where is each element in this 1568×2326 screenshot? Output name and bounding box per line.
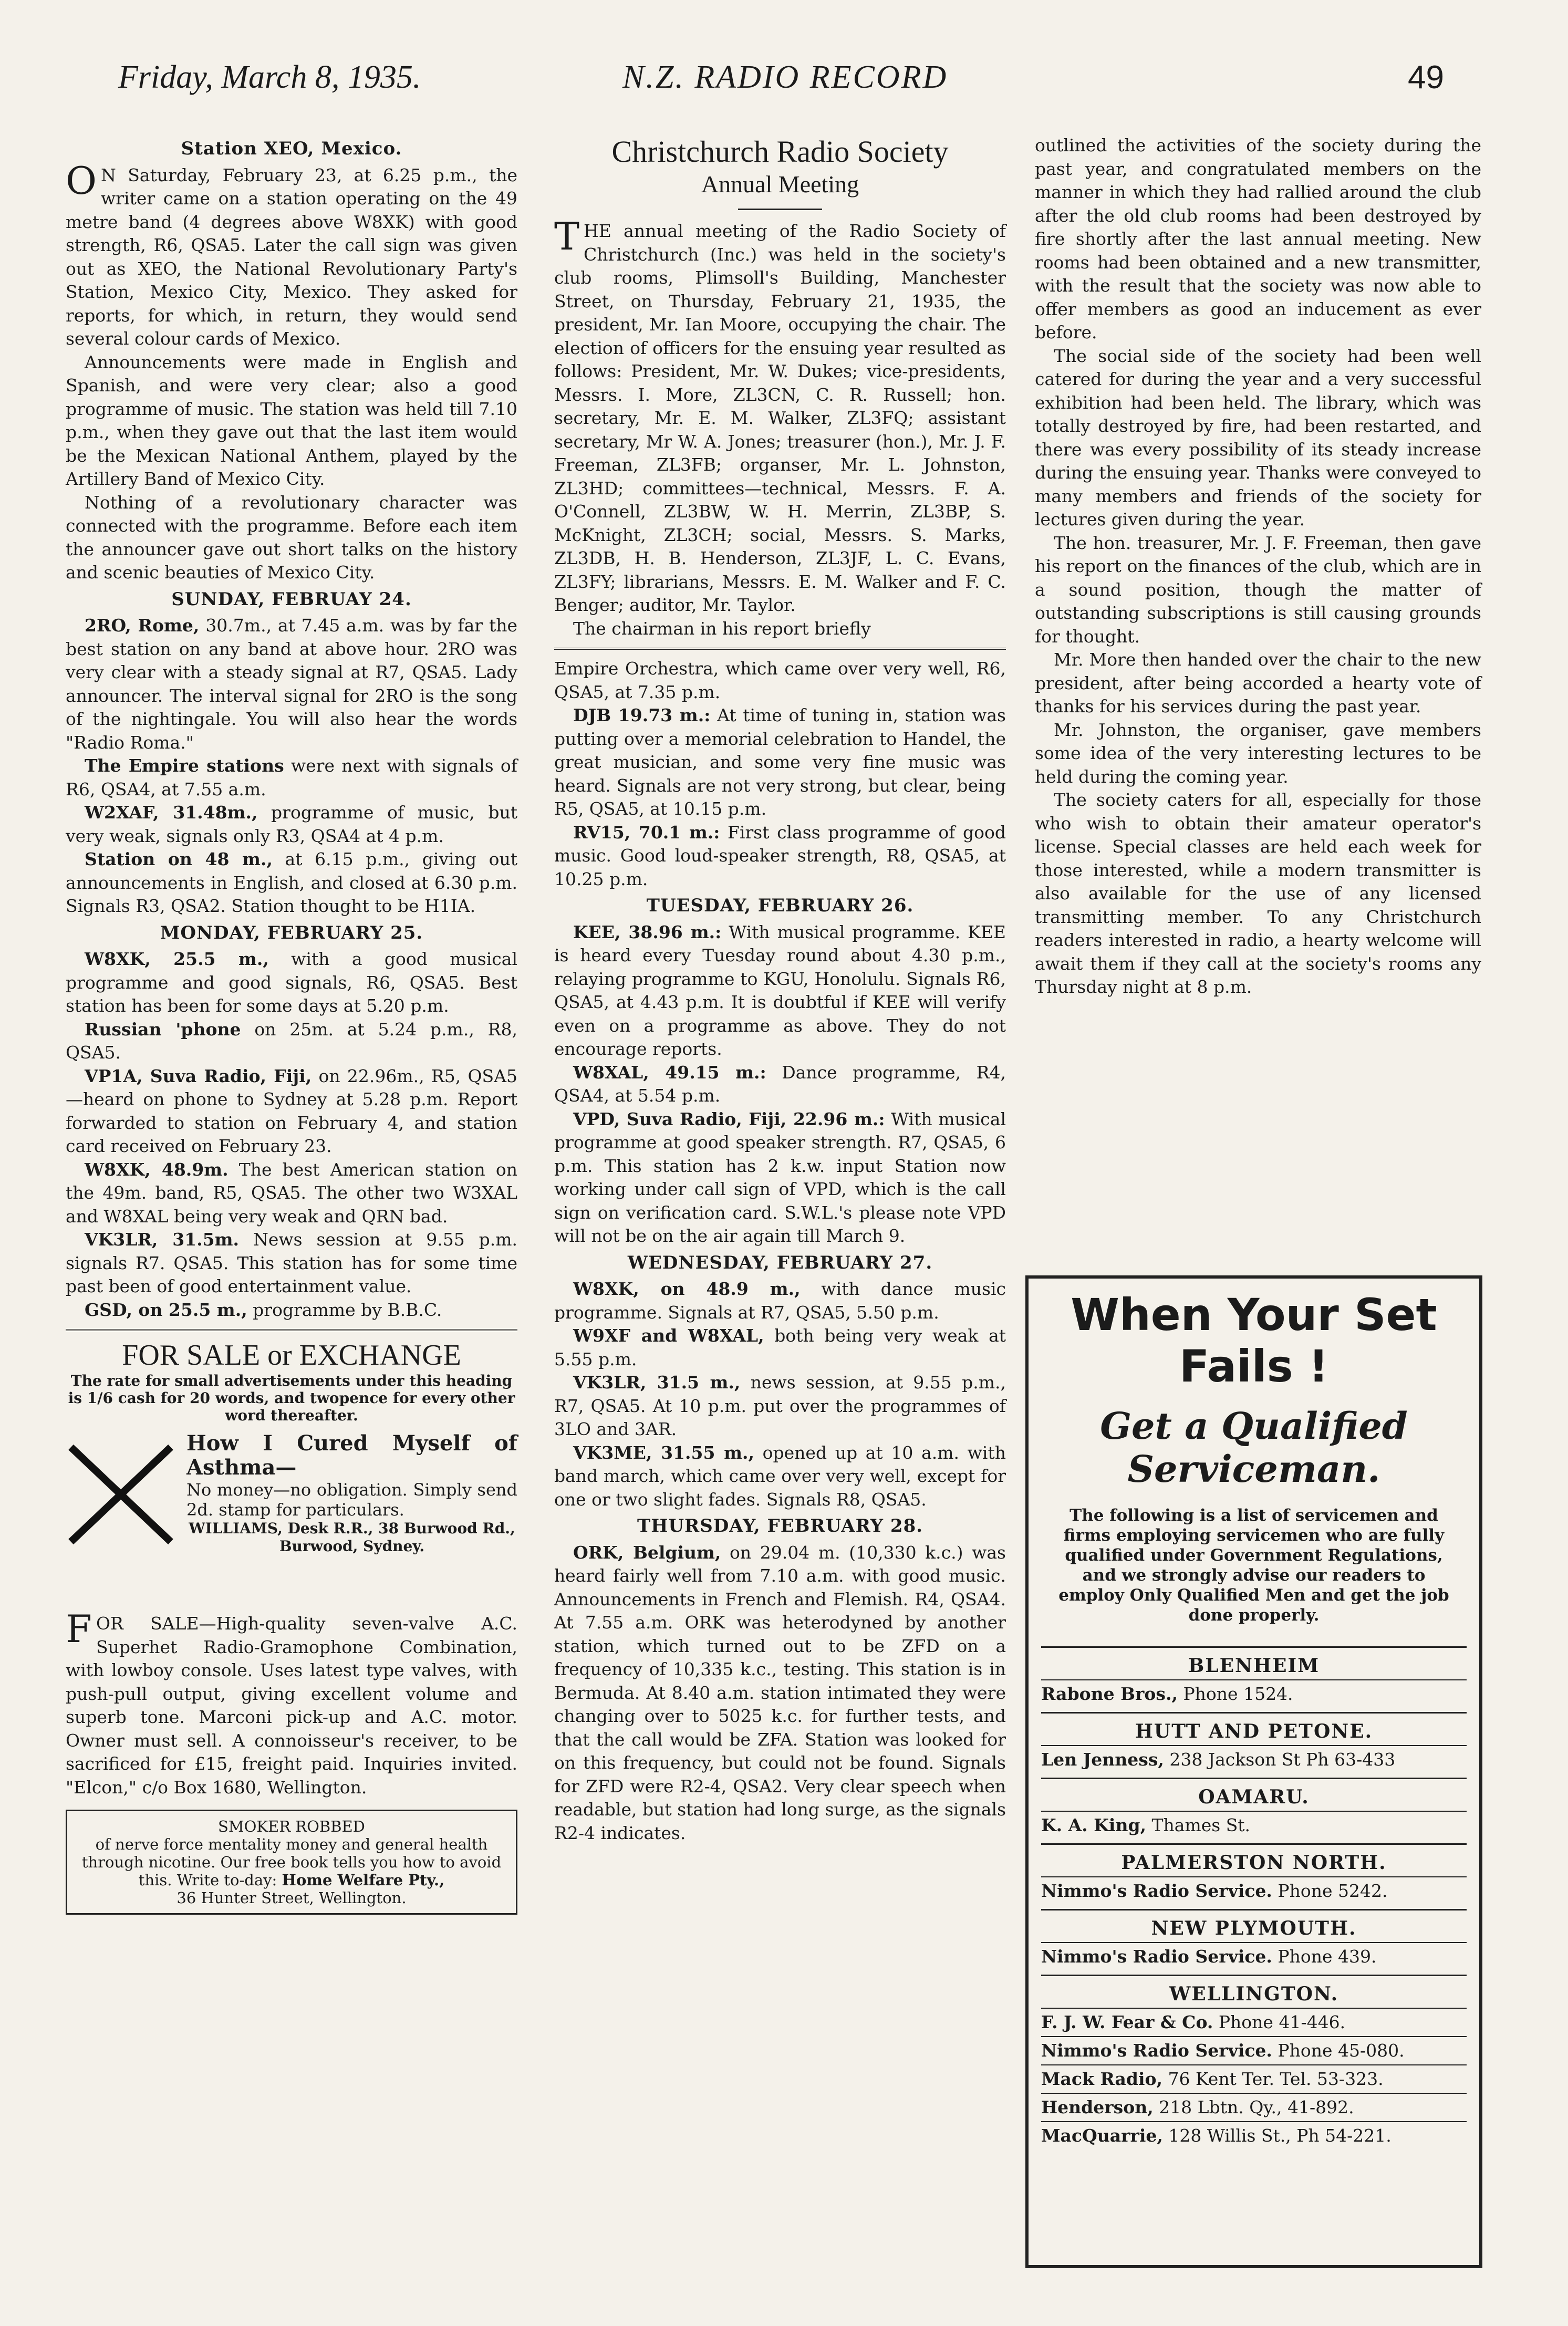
town-heading: NEW PLYMOUTH. xyxy=(1041,1909,1467,1942)
log-entry: W8XK, 25.5 m., with a good musical programme and good signals, R6, QSA5. Best station has been for some days at 5.20 p.m. xyxy=(66,949,518,1016)
log-entry: W8XK, 48.9m. The best American station on the 49m. band, R5, QSA5. The other two W3XAL and W8XAL being very weak and QRN bad. xyxy=(66,1159,517,1227)
divider xyxy=(554,648,1006,650)
page-header xyxy=(0,59,1568,111)
firm-detail: Phone 1524. xyxy=(1177,1684,1293,1704)
firm-name: Nimmo's Radio Service. xyxy=(1041,1881,1272,1901)
classifieds-rate: The rate for small advertisements under this heading is 1/6 cash for 20 words, and twopence for every other word thereafter. xyxy=(68,1372,515,1424)
log-entry: ORK, Belgium, on 29.04 m. (10,330 k.c.) was heard fairly well from 7.10 a.m. with good music. Announcements in French and Flemish. R4, QSA4. At 7.55 a.m. ORK was heterodyned by another station, which turned out to be ZFD on a frequency of 10,335 k.c., testing. This station is in Bermuda. At 8.40 a.m. station intimated they were changing over to 5025 k.c. for further tests, and that the call would be ZFA. Station was looked for on this frequency, but could not be found. Signals for ZFD were R2-4, QSA2. Very clear speech when readable, but station had long surge, as the signals R2-4 indicates. xyxy=(554,1542,1006,1843)
town-heading: PALMERSTON NORTH. xyxy=(1041,1843,1467,1876)
log-entry: KEE, 38.96 m.: With musical programme. KEE is heard every Tuesday round about 4.30 p.m., relaying programme to KGU, Honolulu. Signals R6, QSA5, at 4.43 p.m. It is doubtful if KEE will verify even on a programme as above. They do not encourage reports. xyxy=(554,921,1006,1059)
asthma-body: No money—no obligation. Simply send 2d. stamp for particulars. xyxy=(186,1480,517,1520)
day-heading: MONDAY, FEBRUARY 25. xyxy=(160,922,423,943)
paragraph: Nothing of a revolutionary character was connected with the programme. Before each item the announcer gave out short talks on the history and scenic beauties of Mexico City. xyxy=(66,492,517,583)
log-entry: DJB 19.73 m.: At time of tuning in, station was putting over a memorial celebration to Handel, the great musician, and some very fine music was heard. Signals are not very strong, but clear, being R5, QSA5, at 10.15 p.m. xyxy=(554,705,1006,819)
firm-detail: Thames St. xyxy=(1146,1815,1251,1835)
paragraph: THE annual meeting of the Radio Society of Christchurch (Inc.) was held in the society's club rooms, Plimsoll's Building, Manchester Street, on Thursday, February 21, 1935, the president, Mr. Ian Moore, occupying the chair. The election of officers for the ensuing year resulted as follows: President, Mr. W. Dukes; vice-presidents, Messrs. I. More, ZL3CN, C. R. Russell; hon. secretary, Mr. E. M. Walker, ZL3FQ; assistant secretary, Mr W. A. Jones; treasurer (hon.), Mr. J. F. Freeman, ZL3FB; organser, Mr. L. Johnston, ZL3HD; committees—technical, Messrs. F. A. O'Connell, ZL3BW, W. H. Merrin, ZL3BP, S. McKnight, ZL3CH; social, Messrs. S. Marks, ZL3DB, H. B. Henderson, ZL3JF, L. C. Evans, ZL3FY; librarians, Messrs. E. M. Walker and F. C. Benger; auditor, Mr. Taylor. xyxy=(554,214,1006,615)
log-entry: The Empire stations were next with signals of R6, QSA4, at 7.55 a.m. xyxy=(66,755,517,799)
paragraph: Mr. More then handed over the chair to the new president, after being accorded a hearty vote of thanks for his services during the past year. xyxy=(1035,649,1481,717)
firm-detail: Phone 5242. xyxy=(1272,1881,1388,1901)
asthma-title: How I Cured Myself of Asthma— xyxy=(186,1431,517,1480)
publication-title: N.Z. RADIO RECORD xyxy=(622,59,948,95)
log-entry: VK3ME, 31.55 m., opened up at 10 a.m. with band march, which came over very well, except for one or two slight fades. Signals R8, QSA5. xyxy=(554,1442,1006,1510)
firm-detail: 128 Willis St., Ph 54-221. xyxy=(1162,2125,1392,2146)
firm-name: MacQuarrie, xyxy=(1041,2125,1163,2146)
firm-name: Henderson, xyxy=(1041,2097,1154,2117)
column-left xyxy=(66,134,517,1915)
day-heading: WEDNESDAY, FEBRUARY 27. xyxy=(627,1252,933,1273)
article-subtitle: Annual Meeting xyxy=(701,171,859,198)
column-middle xyxy=(554,134,1006,1845)
ad-headline: When Your Set Fails ! xyxy=(1071,1289,1437,1392)
smoker-body: of nerve force mentality money and general health through nicotine. Our free book tells you how to avoid this. Write to-day: Home Welfare Pty., xyxy=(81,1835,502,1889)
firm-detail: Phone 45-080. xyxy=(1272,2040,1405,2061)
log-entry: W8XAL, 49.15 m.: Dance programme, R4, QSA4, at 5.54 p.m. xyxy=(554,1062,1006,1106)
firm-detail: 218 Lbtn. Qy., 41-892. xyxy=(1153,2097,1354,2117)
classifieds-heading: FOR SALE or EXCHANGE xyxy=(122,1339,461,1372)
log-entry: VK3LR, 31.5m. News session at 9.55 p.m. signals R7. QSA5. This station has for some time past been of good entertainment value. xyxy=(66,1229,517,1296)
asthma-ad xyxy=(66,1431,517,1605)
log-entry: Station on 48 m., at 6.15 p.m., giving out announcements in English, and closed at 6.30 p.m. Signals R3, QSA2. Station thought to be H1IA. xyxy=(66,849,517,916)
serviceman-entry xyxy=(1041,1811,1467,1839)
column-right xyxy=(1035,134,1481,999)
issue-date: Friday, March 8, 1935. xyxy=(118,59,421,95)
paragraph: The social side of the society had been well catered for during the year and a very successful exhibition had been held. The library, which was totally destroyed by fire, had been restarted, and there was every possibility of its steady increase during the ensuing year. Thanks were conveyed to many members and friends of the society for lectures given during the year. xyxy=(1035,345,1481,529)
cross-mark-icon xyxy=(66,1442,176,1547)
page-number: 49 xyxy=(1408,59,1444,96)
day-heading: SUNDAY, FEBRUAY 24. xyxy=(171,588,412,610)
firm-detail: Phone 439. xyxy=(1272,1946,1377,1967)
log-entry: GSD, on 25.5 m., programme by B.B.C. xyxy=(85,1299,442,1320)
firm-name: Nimmo's Radio Service. xyxy=(1041,1946,1272,1967)
day-heading: THURSDAY, FEBRUARY 28. xyxy=(637,1515,923,1536)
serviceman-entry xyxy=(1041,1876,1467,1905)
smoker-address: 36 Hunter Street, Wellington. xyxy=(176,1889,407,1907)
log-entry: Empire Orchestra, which came over very well, R6, QSA5, at 7.35 p.m. xyxy=(554,658,1006,702)
log-entry: VP1A, Suva Radio, Fiji, on 22.96m., R5, QSA5—heard on phone to Sydney at 5.28 p.m. Report forwarded to station on February 4, and station card received on February 23. xyxy=(66,1065,517,1156)
serviceman-entry xyxy=(1041,2008,1467,2036)
serviceman-entry xyxy=(1041,1745,1467,1773)
paragraph: outlined the activities of the society during the past year, and congratulated members on the manner in which they had rallied around the club after the old club rooms had been destroyed by fire shortly after the last annual meeting. New rooms had been obtained and a new transmitter, with the result that the society was now able to offer members as good an inducement as ever before. xyxy=(1035,135,1481,342)
firm-name: Nimmo's Radio Service. xyxy=(1041,2040,1272,2061)
divider xyxy=(738,209,822,210)
paragraph: The society caters for all, especially for those who wish to obtain their amateur operator's license. Special classes are held each week for those interested, while a modern transmitter is also available for the use of any licensed transmitting member. To any Christchurch readers interested in radio, a hearty welcome will await them if they call at the society's rooms any Thursday night at 8 p.m. xyxy=(1035,790,1481,997)
serviceman-entry xyxy=(1041,1942,1467,1970)
paragraph: The chairman in his report briefly xyxy=(573,618,871,639)
firm-detail: 76 Kent Ter. Tel. 53-323. xyxy=(1162,2069,1384,2089)
log-entry: W9XF and W8XAL, both being very weak at 5.55 p.m. xyxy=(554,1325,1006,1369)
town-heading: HUTT AND PETONE. xyxy=(1041,1712,1467,1745)
log-entry: 2RO, Rome, 30.7m., at 7.45 a.m. was by far the best station on any band at above hour. 2RO was very clear with a steady signal at R7, QSA5. Lady announcer. The interval signal for 2RO is the song of the nightingale. You will also hear the words "Radio Roma." xyxy=(66,615,517,753)
paragraph: Mr. Johnston, the organiser, gave members some idea of the very interesting lectures to be held during the coming year. xyxy=(1035,719,1481,787)
town-heading: BLENHEIM xyxy=(1041,1646,1467,1679)
article-heading: Station XEO, Mexico. xyxy=(181,138,402,159)
firm-name: F. J. W. Fear & Co. xyxy=(1041,2012,1213,2032)
log-entry: W2XAF, 31.48m., programme of music, but very weak, signals only R3, QSA4 at 4 p.m. xyxy=(66,802,517,846)
smoker-ad xyxy=(66,1810,517,1915)
log-entry: VPD, Suva Radio, Fiji, 22.96 m.: With musical programme at good speaker strength. R7, QSA5, 6 p.m. This station has 2 k.w. input Station now working under call sign of VPD, which is the call sign on verification card. S.W.L.'s please note VPD will not be on the air again till March 9. xyxy=(554,1108,1006,1246)
log-entry: RV15, 70.1 m.: First class programme of good music. Good loud-speaker strength, R8, QSA5, at 10.25 p.m. xyxy=(554,822,1006,889)
serviceman-entry xyxy=(1041,2036,1467,2064)
smoker-title: SMOKER ROBBED xyxy=(218,1818,365,1835)
for-sale-ad: FOR SALE—High-quality seven-valve A.C. Superhet Radio-Gramophone Combination, with lowboy console. Uses latest type valves, with push-pull output, giving excellent volume and superb tone. Marconi pick-up and A.C. motor. Owner must sell. A connoisseur's receiver, to be sacrificed for £15, freight paid. Inquiries invited. "Elcon," c/o Box 1680, Wellington. xyxy=(66,1607,517,1798)
firm-name: Len Jenness, xyxy=(1041,1749,1164,1770)
firm-name: K. A. King, xyxy=(1041,1815,1147,1835)
firm-detail: Phone 41-446. xyxy=(1213,2012,1346,2032)
serviceman-ad xyxy=(1025,1275,1482,2268)
serviceman-entry xyxy=(1041,1679,1467,1708)
day-heading: TUESDAY, FEBRUARY 26. xyxy=(646,895,914,916)
divider xyxy=(66,1329,517,1331)
ad-subheadline: Get a Qualified Serviceman. xyxy=(1100,1404,1408,1491)
serviceman-entry xyxy=(1041,2093,1467,2121)
paragraph: O N Saturday, February 23, at 6.25 p.m., the writer came on a station operating on the 49 metre band (4 degrees above W8XK) with good strength, R6, QSA5. Later the call sign was given out as XEO, the National Revolutionary Party's Station, Mexico City, Mexico. They asked for reports, for which, in return, they would send several colour cards of Mexico. xyxy=(66,158,517,349)
asthma-address: WILLIAMS, Desk R.R., 38 Burwood Rd., Burwood, Sydney. xyxy=(189,1520,515,1555)
log-entry: VK3LR, 31.5 m., news session, at 9.55 p.m., R7, QSA5. At 10 p.m. put over the programmes of 3LO and 3AR. xyxy=(554,1372,1006,1439)
firm-detail: 238 Jackson St Ph 63-433 xyxy=(1164,1749,1396,1770)
ad-intro: The following is a list of servicemen and firms employing servicemen who are fully qualified under Government Regulations, and we strongly advise our readers to employ Only Qualified Men and get the job done properly. xyxy=(1058,1506,1449,1625)
serviceman-entry xyxy=(1041,2121,1467,2150)
paragraph: Announcements were made in English and Spanish, and were very clear; also a good programme of music. The station was held till 7.10 p.m., when they gave out that the last item would be the Mexican National Anthem, played by the Artillery Band of Mexico City. xyxy=(66,351,517,489)
paragraph: The hon. treasurer, Mr. J. F. Freeman, then gave his report on the finances of the club, which are in a sound position, though the matter of outstanding subscriptions is still causing grounds for thought. xyxy=(1035,532,1481,647)
serviceman-entry xyxy=(1041,2064,1467,2093)
town-heading: WELLINGTON. xyxy=(1041,1975,1467,2008)
article-title: Christchurch Radio Society xyxy=(611,134,949,169)
log-entry: W8XK, on 48.9 m., with dance music programme. Signals at R7, QSA5, 5.50 p.m. xyxy=(554,1279,1006,1323)
log-entry: Russian 'phone on 25m. at 5.24 p.m., R8, QSA5. xyxy=(66,1019,517,1063)
serviceman-directory xyxy=(1041,1646,1467,2150)
firm-name: Rabone Bros., xyxy=(1041,1684,1178,1704)
firm-name: Mack Radio, xyxy=(1041,2069,1163,2089)
town-heading: OAMARU. xyxy=(1041,1778,1467,1811)
